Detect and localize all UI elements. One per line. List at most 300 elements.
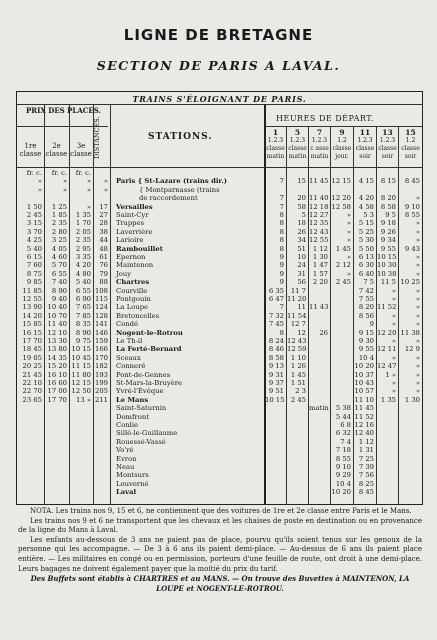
distance: 61	[99, 253, 108, 261]
price-2nd: »	[62, 185, 67, 194]
departure-time: »	[391, 320, 396, 329]
distances-header: DISTANCES.	[93, 116, 101, 160]
price-2nd: 17 70	[47, 395, 67, 404]
departure-time: 7 25	[358, 454, 374, 463]
departure-time: 18	[297, 219, 306, 228]
departure-time: 1 30	[404, 395, 420, 404]
departure-time: 8 20	[358, 303, 374, 312]
departure-time: 8	[279, 328, 284, 337]
table-row	[17, 287, 422, 295]
distance: 88	[99, 278, 108, 287]
departure-time: »	[415, 303, 420, 312]
price-3rd: 7 65	[75, 303, 91, 312]
price-3rd: 8 35	[75, 320, 91, 329]
price-3rd: 1 70	[75, 219, 91, 228]
price-2nd: fr. c.	[51, 169, 67, 177]
distance: 28	[99, 219, 108, 228]
departure-time: »	[415, 295, 420, 303]
train-type: classe	[378, 145, 397, 152]
departure-time: »	[391, 311, 396, 320]
price-1st: 7 60	[26, 261, 42, 270]
departure-time: 12 47	[377, 362, 397, 371]
departure-time: 10 37	[354, 370, 374, 379]
departure-time: 12 15	[331, 177, 351, 186]
table-row	[17, 480, 422, 488]
price-2nd: 9 40	[51, 295, 67, 303]
price-3rd: 6 55	[75, 286, 91, 295]
price-3rd: 7 85	[75, 311, 91, 320]
departure-time: 9 13	[268, 362, 284, 371]
departure-time: »	[346, 211, 351, 219]
price-3rd: 12 50	[71, 387, 91, 396]
departure-time: 5 30	[358, 236, 374, 245]
class-2-header: 2e classe	[45, 142, 68, 158]
departure-time: 7 18	[335, 446, 351, 455]
table-row	[17, 312, 422, 320]
departure-time: 5 15	[358, 219, 374, 228]
departure-time: 6 8	[340, 421, 351, 429]
departure-time: 8 25	[358, 479, 374, 488]
price-2nd: 15 20	[47, 362, 67, 371]
departure-time: 26	[297, 227, 306, 236]
departure-time: »	[391, 295, 396, 303]
train-type: classe	[288, 145, 307, 152]
departure-time: 12 11	[377, 345, 397, 354]
departure-time: »	[346, 236, 351, 245]
station-name: Versailles	[116, 202, 153, 211]
price-2nd: 11 40	[47, 320, 67, 329]
distance: 128	[95, 311, 108, 320]
departure-time: 51	[297, 244, 306, 253]
station-name: La Ferté-Bernard	[116, 345, 182, 354]
table-row	[17, 463, 422, 471]
table-row	[17, 345, 422, 353]
departure-time: 11 5	[380, 278, 396, 287]
departure-time: 6 47	[268, 295, 284, 303]
price-1st: »	[37, 185, 42, 194]
train-cls: 1.2.3	[379, 137, 396, 144]
price-2nd: 16 10	[47, 370, 67, 379]
table-row	[17, 203, 422, 211]
train-when: soir	[359, 153, 371, 160]
station-name: Maintenon	[116, 261, 154, 270]
table-row	[17, 261, 422, 269]
departure-time: 12 7	[290, 320, 306, 329]
departure-time: 12 16	[354, 421, 374, 429]
departure-time: 12 43	[287, 337, 307, 345]
departure-time: »	[415, 236, 420, 245]
departure-time: »	[415, 194, 420, 203]
departure-time: 6 30	[358, 261, 374, 270]
departure-time: 12	[297, 328, 306, 337]
table-row	[17, 236, 422, 244]
distance: 79	[99, 269, 108, 278]
departure-time: 1 45	[290, 370, 306, 379]
departure-time: 1 10	[290, 353, 306, 362]
price-1st: »	[37, 177, 42, 186]
station-name: Laval	[116, 488, 137, 497]
table-row	[17, 413, 422, 421]
station-name: Larioire	[116, 236, 144, 245]
train-type: classe	[401, 145, 420, 152]
station-name: Evron	[116, 454, 137, 463]
price-2nd: 10 70	[47, 311, 67, 320]
distance: »	[103, 185, 108, 194]
departure-time: 1 12	[312, 244, 328, 253]
banner: TRAINS S'ÉLOIGNANT DE PARIS.	[132, 94, 307, 104]
table-row	[17, 169, 422, 177]
departure-time: 1 51	[290, 379, 306, 387]
departure-time: 6 13	[358, 253, 374, 261]
departure-time: 10 20	[331, 488, 351, 497]
table-row	[17, 194, 422, 202]
departure-time: 12 55	[309, 236, 329, 245]
distance: 166	[95, 345, 108, 354]
table-row	[17, 186, 422, 194]
price-2nd: 4 60	[51, 253, 67, 261]
prix-header: PRIX DES PLACES.	[26, 106, 101, 115]
departure-time: »	[415, 253, 420, 261]
departure-time: 11 38	[400, 328, 420, 337]
price-1st: 15 85	[22, 320, 42, 329]
departure-time: »	[415, 362, 420, 371]
departure-time: »	[415, 320, 420, 329]
departure-time: 12 27	[309, 211, 329, 219]
price-3rd: »	[86, 185, 91, 194]
departure-time: 2 20	[312, 278, 328, 287]
table-row	[17, 278, 422, 286]
departure-time: 9 10	[404, 202, 420, 211]
table-row	[17, 429, 422, 437]
table-row	[17, 329, 422, 337]
departure-time: 11 54	[287, 311, 307, 320]
departure-time: 9 30	[358, 337, 374, 345]
station-name: Domfront	[116, 412, 149, 421]
departure-time: 6 32	[335, 429, 351, 438]
departure-time: 24	[297, 261, 306, 270]
departure-time: 5 44	[335, 412, 351, 421]
notes	[18, 507, 422, 593]
price-3rd: 13 »	[76, 395, 91, 404]
table-row	[17, 404, 422, 412]
departure-time: 11 45	[354, 404, 374, 413]
departure-time: 10 25	[400, 278, 420, 287]
departure-time: 9	[279, 269, 284, 278]
station-name: Jouy	[116, 269, 132, 278]
station-name: Conneré	[116, 362, 146, 371]
departure-time: »	[346, 253, 351, 261]
price-2nd: 2 80	[51, 227, 67, 236]
departure-time: 11 10	[354, 395, 374, 404]
price-3rd: 4 20	[75, 261, 91, 270]
departure-time: 56	[297, 278, 306, 287]
departure-time: 10 30	[377, 261, 397, 270]
departure-time: 34	[297, 236, 306, 245]
price-1st: 5 40	[26, 244, 42, 253]
departure-time: 9 55	[358, 345, 374, 354]
distance: 17	[99, 202, 108, 211]
distance: 170	[95, 353, 108, 362]
note: Les trains nos 9 et 6 ne transportent que les chevaux et les chaises de poste en destination ou en provenance de la ligne du Mans à Laval.	[18, 516, 422, 535]
train-when: soir	[404, 153, 417, 160]
table-row	[17, 303, 422, 311]
timetable	[16, 91, 423, 505]
distance: 211	[95, 395, 108, 404]
stations-header: STATIONS.	[148, 132, 213, 142]
departure-time: 11 7	[290, 286, 306, 295]
departure-time: 1 26	[290, 362, 306, 371]
table-row	[17, 219, 422, 227]
train-num: 11	[359, 128, 371, 137]
departure-time: 10 20	[354, 362, 374, 371]
train-num: 5	[294, 128, 301, 137]
station-name: Sceaux	[116, 353, 141, 362]
distance: 205	[95, 387, 108, 396]
departure-time: 8	[279, 244, 284, 253]
departure-time: 9	[369, 320, 374, 329]
price-2nd: 13 30	[47, 337, 67, 345]
departure-time: 9 15	[358, 328, 374, 337]
station-name: Courville	[116, 286, 148, 295]
departure-time: 7 32	[268, 311, 284, 320]
departure-time: 8 20	[380, 194, 396, 203]
station-name: Chartres	[116, 278, 150, 287]
rule	[17, 104, 422, 105]
price-1st: 22 70	[22, 387, 42, 396]
departure-time: 4 58	[358, 202, 374, 211]
departure-time: 11 40	[309, 194, 329, 203]
departure-time: 11 45	[309, 177, 329, 186]
station-name: Montsurs	[116, 471, 149, 480]
departure-time: 2 12	[335, 261, 351, 270]
departure-time: 9 10	[335, 463, 351, 471]
station-name: Le Th-il	[116, 337, 143, 345]
departure-time: »	[346, 219, 351, 228]
note: NOTA. Les trains nos 9, 15 et 6, ne contiennent que des voitures de 1re et 2e classe entre Paris et le Mans.	[30, 507, 412, 515]
price-1st: 21 45	[22, 370, 42, 379]
station-name: Condé	[116, 320, 139, 329]
station-name: Paris { St-Lazare (trains dir.)	[116, 177, 227, 186]
departure-time: 9 29	[335, 471, 351, 480]
station-name: Nogent-le-Rotrou	[116, 328, 183, 337]
train-when: soir	[381, 153, 394, 160]
price-3rd: 12 15	[71, 379, 91, 387]
train-cls: 1.2.3	[267, 137, 284, 144]
price-3rd: 2 95	[75, 244, 91, 253]
note: Les enfants au-dessous de 3 ans ne paient pas de place, pourvu qu'ils soient tenus sur les genoux de la personne qui les accompagne. — De 3 à 6 ans ils paient demi-place. — Au-dessus de 6 ans ils paient place entière. — Les militaires en congé ou en permission, porteurs d'une feuille de route, ont droit à une demi-place. Leurs bagages ne doivent également payer que la moitié du prix du tarif.	[18, 535, 422, 573]
departure-time: 10 4	[335, 479, 351, 488]
departure-time: 8 58	[380, 202, 396, 211]
departure-time: »	[415, 269, 420, 278]
departure-time: 8 45	[404, 177, 420, 186]
departure-time: 9 5	[385, 211, 396, 219]
departure-time: 1 47	[312, 261, 328, 270]
station-name: de raccordement	[139, 194, 198, 203]
departure-time: 7	[279, 194, 284, 203]
price-1st: 14 20	[22, 311, 42, 320]
train-when: matin	[288, 153, 307, 160]
train-when: jour.	[335, 153, 349, 160]
price-1st: 9 85	[26, 278, 42, 287]
departure-time: 1 31	[358, 446, 374, 455]
train-num: 7	[316, 128, 323, 137]
departure-time: 12 40	[354, 429, 374, 438]
table-row	[17, 438, 422, 446]
departure-time: 7 56	[358, 471, 374, 480]
departure-time: 12 18	[309, 202, 329, 211]
departure-time: 1 35	[380, 395, 396, 404]
departure-time: matin	[309, 404, 329, 413]
departure-time: 10 4	[358, 353, 374, 362]
departure-time: »	[415, 227, 420, 236]
price-3rd: »	[86, 177, 91, 186]
station-name: Pont-de-Gennes	[116, 370, 171, 379]
price-1st: 4 25	[26, 236, 42, 245]
departure-time: 10 43	[354, 379, 374, 387]
price-1st: 17 70	[22, 337, 42, 345]
table-row	[17, 455, 422, 463]
departure-time: 11 52	[354, 412, 374, 421]
station-name: Saint-Cyr	[116, 211, 149, 219]
departure-time: 11 20	[287, 295, 307, 303]
heures-header: HEURES DE DÉPART.	[276, 114, 375, 123]
price-1st: 16 15	[22, 328, 42, 337]
departure-time: 12 9	[404, 345, 420, 354]
price-2nd: 6 55	[51, 269, 67, 278]
price-1st: 23 65	[22, 395, 42, 404]
station-name: Epernon	[116, 253, 146, 261]
train-type: classe	[355, 145, 375, 152]
price-1st: 11 85	[22, 286, 42, 295]
departure-time: »	[415, 379, 420, 387]
departure-time: 8	[279, 236, 284, 245]
departure-time: 11 43	[309, 303, 329, 312]
table-row	[17, 488, 422, 496]
departure-time: 8	[279, 227, 284, 236]
station-name: Pontgouin	[116, 295, 151, 303]
price-2nd: 17 00	[47, 387, 67, 396]
station-name: { Montparnasse (trains	[139, 185, 220, 194]
departure-time: 12 59	[287, 345, 307, 354]
departure-time: 1 30	[312, 253, 328, 261]
price-3rd: 3 35	[75, 253, 91, 261]
table-row	[17, 421, 422, 429]
departure-time: 8 45	[358, 488, 374, 497]
departure-time: »	[415, 219, 420, 228]
table-row	[17, 446, 422, 454]
table-row	[17, 379, 422, 387]
price-2nd: 14 35	[47, 353, 67, 362]
departure-time: »	[391, 387, 396, 396]
departure-time: 6 40	[358, 269, 374, 278]
class-3-header: 3e classe	[70, 142, 92, 158]
departure-time: 7 55	[358, 295, 374, 303]
train-num: 1	[272, 128, 279, 137]
table-row	[17, 228, 422, 236]
price-3rd: 8 90	[75, 328, 91, 337]
price-1st: fr. c.	[26, 169, 42, 177]
departure-time: 1 »	[385, 370, 396, 379]
train-num: 15	[405, 128, 416, 137]
table-row	[17, 337, 422, 345]
station-name: Yvré-l'Évêque	[116, 387, 164, 396]
price-3rd: 2 35	[75, 236, 91, 245]
departure-time: 9 18	[380, 219, 396, 228]
price-2nd: »	[62, 177, 67, 186]
train-type: classe	[332, 145, 352, 152]
price-1st: 13 90	[22, 303, 42, 312]
departure-time: 2 3	[295, 387, 306, 396]
station-name: Rouessé-Vassé	[116, 437, 166, 446]
distance: 27	[99, 211, 108, 219]
header-rule	[17, 167, 422, 168]
departure-time: 26	[319, 328, 328, 337]
station-name: Saint-Saturnin	[116, 404, 167, 413]
rule	[265, 126, 422, 127]
station-name: Louverné	[116, 479, 149, 488]
price-1st: 6 15	[26, 253, 42, 261]
distance: 159	[95, 337, 108, 345]
departure-time: 20	[297, 194, 306, 203]
price-2nd: 16 60	[47, 379, 67, 387]
station-name: La Loupe	[116, 303, 149, 312]
price-3rd: »	[86, 202, 91, 211]
departure-time: 7 42	[358, 286, 374, 295]
page-subtitle: SECTION DE PARIS A LAVAL.	[96, 58, 341, 73]
table-row	[17, 320, 422, 328]
price-2nd: 10 40	[47, 303, 67, 312]
departure-time: »	[346, 227, 351, 236]
train-cls: 1.2.3	[311, 137, 328, 144]
departure-time: 9 34	[380, 236, 396, 245]
table-row	[17, 253, 422, 261]
price-2nd: 1 85	[51, 211, 67, 219]
departure-time: 7 45	[268, 320, 284, 329]
price-1st: 1 50	[26, 202, 42, 211]
train-type: classe	[266, 145, 285, 152]
departure-time: 8 24	[268, 337, 284, 345]
price-2nd: 2 35	[51, 219, 67, 228]
table-row	[17, 177, 422, 185]
departure-time: 9 55	[380, 244, 396, 253]
departure-time: »	[415, 286, 420, 295]
train-cls: 1.2.3	[289, 137, 306, 144]
departure-time: 9 26	[380, 227, 396, 236]
departure-time: 15	[297, 177, 306, 186]
price-1st: 22 10	[22, 379, 42, 387]
departure-time: 11 52	[377, 303, 397, 312]
train-cls: 1.2	[337, 137, 347, 144]
departure-time: 2 45	[335, 278, 351, 287]
departure-time: 12 20	[331, 194, 351, 203]
departure-time: 9 31	[268, 370, 284, 379]
departure-time: »	[415, 353, 420, 362]
price-1st: 20 25	[22, 362, 42, 371]
departure-time: 6 35	[268, 286, 284, 295]
departure-time: 10 15	[265, 395, 285, 404]
note: Des Buffets sont établis à CHARTRES et au MANS. — On trouve des Buvettes à MAINTENON, LA LOUPE et NOGENT-LE-ROTROU.	[30, 574, 410, 593]
price-3rd: 4 80	[75, 269, 91, 278]
departure-time: 10 15	[377, 253, 397, 261]
departure-time: 9	[279, 278, 284, 287]
departure-time: 8 46	[268, 345, 284, 354]
departure-time: 9 43	[404, 244, 420, 253]
price-2nd: 13 80	[47, 345, 67, 354]
departure-time: »	[415, 337, 420, 345]
distance: 141	[95, 320, 108, 329]
departure-time: 5 3	[363, 211, 374, 219]
departure-time: 4 20	[358, 194, 374, 203]
